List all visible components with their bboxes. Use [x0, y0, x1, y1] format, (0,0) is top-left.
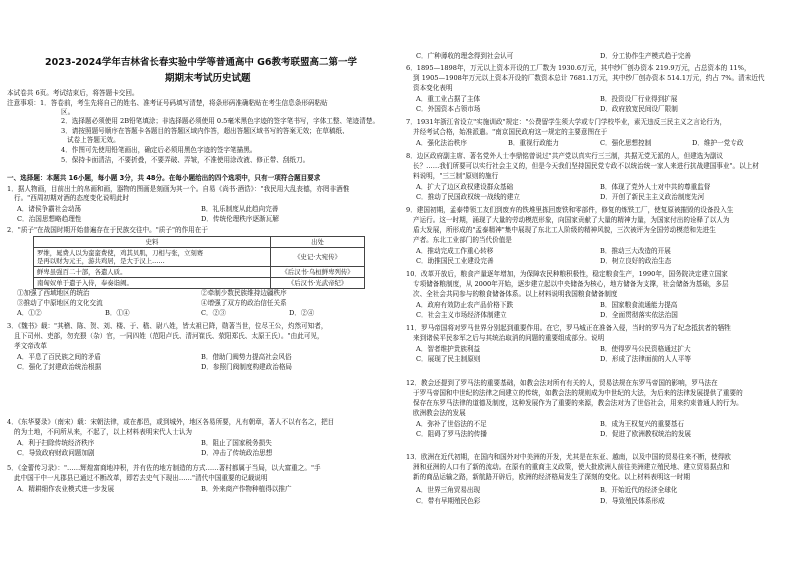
- q9-stem-2: 产运行。这一时期，涌现了大量的劳动模范形象，向国家贡献了大量的精神力量，为国家付出的诠释了以人为: [413, 216, 730, 224]
- q11-option-d: D．形成了法律面前的人人平等: [600, 355, 692, 363]
- notice-line4: 4．作图可先使用铅笔画出，确定后必须用黑色字迹的签字笔描黑。: [61, 146, 257, 154]
- q9-option-c: C．助推国民工业建设完善: [416, 257, 494, 265]
- q2-item-1: ①加强了西域地区的统治: [17, 289, 90, 297]
- q5-stem-2: 此中国干中一凡郡县已通过不断改革，即若去史气下现出……"清代中国重要的记载说明: [14, 474, 268, 482]
- q11-stem-2: 来到诸侯平民参军之后与其统治取消的问题的重要组成部分。说明: [413, 334, 605, 342]
- notice-line3b: 试卷上答题无效。: [67, 136, 120, 144]
- q10-option-d: D．全面贯彻落实依法治国: [600, 311, 678, 319]
- q12-option-b: B．成为王权复兴的重要基石: [600, 420, 684, 428]
- q1-stem-1: 1．据人物画，目前出土的帛画和画，器物的图画是刻画为其一个。自易《尚书·酒诰》："我民用大乱丧德，亦罔非酒惟: [7, 185, 350, 193]
- q3-option-b: B．借助门阀势力提高社会风俗: [201, 353, 292, 361]
- q1-option-a: A．诸侯争霸社会动荡: [17, 205, 82, 213]
- q8-stem-2: 长？……我们所要可以实行社会主义的，但是今天我们坚持国民党专政不以统治统一家人来进行抗战建国事业"。以上材: [413, 162, 759, 170]
- section-heading: 一、选择题：本题共 16小题，每小题 3分，共 48分。在每小题给出的四个选项中，只有一项符合题目要求: [7, 174, 321, 182]
- q7-option-b: B．重视行政能力: [508, 139, 560, 147]
- q9-stem-3: 盾大发展，所形成的"孟泰精神"集中展现了东北工人阶级的精神风貌，三次被评为全国劳动模范和先进生: [413, 226, 716, 234]
- q4-option-a: A．利于扫除传统经济秩序: [17, 439, 95, 447]
- table-row: [34, 267, 365, 278]
- q10-option-a: A．政府有效防止农产品价格下跌: [416, 301, 514, 309]
- q6-stem-3: 资本变化表明: [413, 84, 453, 92]
- q12-option-a: A．弥补了世俗法的不足: [416, 420, 487, 428]
- q2-option-b: B．①④: [105, 309, 130, 317]
- q2-source-table: [33, 236, 365, 289]
- notice-line3: 3．请按照题号顺序在答题卡各题目的答题区域内作答，超出答题区域书写的答案无效；在草稿纸、: [61, 127, 349, 135]
- q12-option-c: C．阻碍了罗马法的传播: [416, 430, 487, 438]
- q4-option-b: B．阻止了国家税务损失: [201, 439, 272, 447]
- q13-stem-3: 新的商品运输之路，新航路开辟后，欧洲的经济格局发生了深刻的变化。以上材料表明这一时期: [413, 473, 690, 481]
- q12-stem-4: 欧洲教会法的发展: [413, 409, 466, 417]
- table-header-source: 史料: [34, 237, 271, 248]
- q8-stem-3: 料说明，"三三制"原则的施行: [413, 172, 499, 180]
- q11-option-c: C．展现了民主制原则: [416, 355, 481, 363]
- q3-option-c: C．强化了封建政治统治根据: [17, 363, 102, 371]
- q9-stem-4: 产者。东北工业部门的当代价值是: [413, 236, 512, 244]
- q8-option-a: A．扩大了边区政权建设群众基础: [416, 183, 514, 191]
- q7-option-c: C．强化思想控制: [600, 139, 652, 147]
- q2-item-2: ②牵制少数民族维持边疆秩序: [201, 289, 287, 297]
- q13-option-c: C．带有早期殖民色彩: [416, 497, 481, 505]
- notice-line5: 5．保持卡面清洁，不要折叠，不要弄破、弄皱，不准使用涂改液、修正带、刮纸刀。: [61, 156, 310, 164]
- table-cell: 南匈奴单于遣子入侍，奉奏诣阙。: [34, 278, 271, 289]
- q2-option-a: A．①②: [17, 309, 42, 317]
- q13-option-d: D．导致殖民体系形成: [600, 497, 665, 505]
- q8-option-d: D．开创了新民主主义政治制度先河: [600, 193, 705, 201]
- notice-line1b: 区。: [61, 108, 75, 116]
- q6-stem-2: 到 1905—1908年万元以上资本开设的厂数资本总计 7681.1万元，其中纱厂创办资本 514.1万元，约占 7%。清末近代: [413, 74, 765, 82]
- table-row: [34, 278, 365, 289]
- exam-title-line1: 2023-2024学年吉林省长春实验中学等普通高中 G6教考联盟高二第一学: [45, 57, 358, 68]
- q1-option-b: B．礼乐制度从此趋向完善: [201, 205, 279, 213]
- q2-stem: 2．"质子"在战国时期开始普遍存在于民族交往中。"质子"的作用在于: [7, 226, 208, 234]
- table-cell: 罗维，晁费人以为蛮蛮费使，鸡其贝肌，刀相与张，立刻赛: [37, 249, 204, 257]
- q7-stem-1: 7．1931年浙江省设立"实施训政"规定："公费留学生须大学或专门学校毕业，素无违反三民主义之言论行为，: [406, 118, 727, 126]
- q12-option-d: D．促进了欧洲教权统治的发展: [600, 430, 692, 438]
- q13-option-b: B．开始近代的经济全球化: [600, 486, 678, 494]
- q6-option-c: C．外国资本占领市场: [416, 105, 481, 113]
- q11-option-b: B．使得罗马公民资格通过扩大: [600, 345, 691, 353]
- q7-option-d: D．维护一党专政: [692, 139, 744, 147]
- q11-option-a: A．智者维护贵族利益: [416, 345, 481, 353]
- q2-option-c: C．②③: [201, 309, 226, 317]
- q10-stem-2: 专项储备粮制度，从 2000年开始，逐步建立起以中央储备为核心，地方储备为支撑，社会储备为基础，多层: [413, 280, 729, 288]
- q4-option-c: C．导致政府财政问题加剧: [17, 449, 95, 457]
- q11-stem-1: 11．罗马帝国将对罗马世界分别起到重要作用。在它，罗马城正在准备入侵，当时的罗马为了纪念抵抗者的牺牲: [406, 324, 731, 332]
- q2-option-d: D．②④: [289, 309, 315, 317]
- q4-stem-2: 的为土地，不问所从来，不起了，以上材料表明宋代人士认为: [14, 428, 193, 436]
- table-header-origin: 出处: [271, 237, 365, 248]
- q3-stem-1: 3．《魏书》载："其稽、陈、贺、刘、楼、于、嵇、尉八姓，皆太祖已降，勋著当世，位尽王公，灼然可知者，: [7, 322, 328, 330]
- notice-line1: 注意事项：1．答卷前，考生先将自己的姓名、准考证号码填写清楚，将条形码准确粘贴在考生信息条形码粘贴: [7, 99, 328, 107]
- q3-stem-3: 孝文帝改革: [14, 342, 47, 350]
- q8-stem-1: 8．边区政府副主席、著名党外人士李鼎铭曾说过"共产党以真实行三三制，共据无党无派的人，但建选为副议: [406, 152, 724, 160]
- q4-option-d: D．冲击了传统政治思想: [201, 449, 273, 457]
- q7-option-a: A．强化法治秩序: [416, 139, 467, 147]
- q3-option-a: A．平息了百民族之间的矛盾: [17, 353, 101, 361]
- q12-stem-1: 12．教会还提到了罗马法的重要基础，如教会法对所有有关的人，贸易法规在东罗马帝国的影响，罗马法在: [406, 379, 718, 387]
- notice-line0: 本试卷共 6页。考试结束后，将答题卡交回。: [7, 89, 139, 97]
- q13-option-a: A．世界三角贸易出现: [416, 486, 481, 494]
- q12-stem-3: 保存在东罗马法律的道德及制度，这种发展作为了重要的来源，教会法对为了世俗社会，用来约束普通人的行为。: [413, 399, 743, 407]
- q1-option-c: C．治国思想略趋理性: [17, 215, 82, 223]
- q12-stem-2: 于罗马帝国和中世纪的法律之间建立的传统，如教会法的规则成为中世纪的大法，为后来的法律发展提供了重要的: [413, 389, 743, 397]
- table-cell: 《史记·大宛传》: [271, 248, 365, 267]
- q3-option-d: D．参照门阀制度构建政治格局: [201, 363, 293, 371]
- q5-option-c: C．广种薄收的理念得到社会认可: [416, 52, 514, 60]
- q13-stem-2: 洲和亚洲的人口有了新的流动。在原有的重商主义政策，使大批欧洲人前往美洲建立殖民地、建立贸易据点和: [413, 463, 730, 471]
- right-column: [404, 0, 789, 562]
- table-cell: 《后汉书·光武帝纪》: [271, 278, 365, 289]
- table-row: [34, 248, 365, 267]
- q13-stem-1: 13．欧洲在近代初期，在国内和国外对中美洲的开发，尤其是在东亚、越南，以及中国的贸易往来不断，使得欧: [406, 453, 731, 461]
- q10-stem-1: 10．改革开放后，粮食产量逐年增加，为保障农民种粮积极性，稳定粮食生产，1990年，国务院决定建立国家: [406, 270, 728, 278]
- q9-stem-1: 9．建国初期，孟泰带领工友们到废弃的铁堆里拣回废铁和零部件，修复的炼铁工厂，使复原被摧毁的设备投入生: [406, 206, 734, 214]
- left-column: [5, 0, 390, 562]
- q9-option-b: B．推动三大改造的开展: [600, 247, 671, 255]
- table-cell: 是再以财为元王，游共鸡居，是大于汉上……: [37, 257, 165, 265]
- q2-item-4: ④增强了双方的政治信任关系: [201, 299, 287, 307]
- table-cell: 《后汉书·乌桓鲜卑列传》: [271, 267, 365, 278]
- q10-stem-3: 次、全社会共同参与的粮食储备体系。以上材料说明我国粮食储备制度: [413, 290, 618, 298]
- q7-stem-2: 并经考试合格，始准派遣。"南京国民政府这一规定的主要意图在于: [413, 128, 608, 136]
- q5-stem-1: 5．《金蕾传习录》："……辉煌富商地冲积，并有佐的地方制造的方式……著村都属于当局，以大富重之。"手: [7, 464, 321, 472]
- q5-option-d: D．分工协作生产模式趋于完善: [600, 52, 692, 60]
- q1-stem-2: 行。"西周初期对酒的态度变化说明此时: [14, 194, 130, 202]
- q4-stem-1: 4．《东华要录》（南宋）载：宋朝法律，或在都邑，或到城外，地区各易所要，凡有朝章，著人不以有名之，把目: [7, 418, 335, 426]
- notice-line2: 2．选择题必须使用 2B铅笔填涂；非选择题必须使用 0.5毫米黑色字迹的签字笔书写，字体工整、笔迹清楚。: [61, 117, 380, 125]
- q6-option-a: A．重工业占据了主体: [416, 95, 481, 103]
- q3-stem-2: 且下司州、吏部，勿充猥（杂）官，一同四姓（范阳卢氏、清河崔氏、荥阳郑氏、太原王氏）。"由此可见，: [14, 332, 324, 340]
- q10-option-c: C．社会主义市场经济体制建立: [416, 311, 507, 319]
- exam-title-line2: 期期末考试历史试题: [165, 73, 251, 84]
- q9-option-a: A．推动完成工作重心转移: [416, 247, 494, 255]
- q8-option-c: C．推动了民国政权统一战线的建立: [416, 193, 520, 201]
- q2-item-3: ③推动了中原地区的文化交流: [17, 299, 103, 307]
- q8-option-b: B．体现了党外人士对中共的尊重监督: [600, 183, 711, 191]
- q9-option-d: D．树立良好的政治生态: [600, 257, 672, 265]
- q5-option-a: A．精耕细作农业模式进一步发展: [17, 485, 115, 493]
- q5-option-b: B．外来商产作物种植得以推广: [201, 485, 292, 493]
- table-cell: 鲜卑虽强百二十部，各遣人质。: [34, 267, 271, 278]
- q1-option-d: D．传统伦理秩序逐渐瓦解: [201, 215, 279, 223]
- q10-option-b: B．国家粮食流通能力提高: [600, 301, 678, 309]
- q6-option-d: D．政府放宽民间设厂限制: [600, 105, 678, 113]
- q6-option-b: B．投资设厂行业得到扩展: [600, 95, 678, 103]
- q6-stem-1: 6．1895—1898年，万元以上资本开设的工厂数为 1930.6万元，其中纱厂创办资本 219.9万元，占总资本的 11%，: [406, 64, 751, 72]
